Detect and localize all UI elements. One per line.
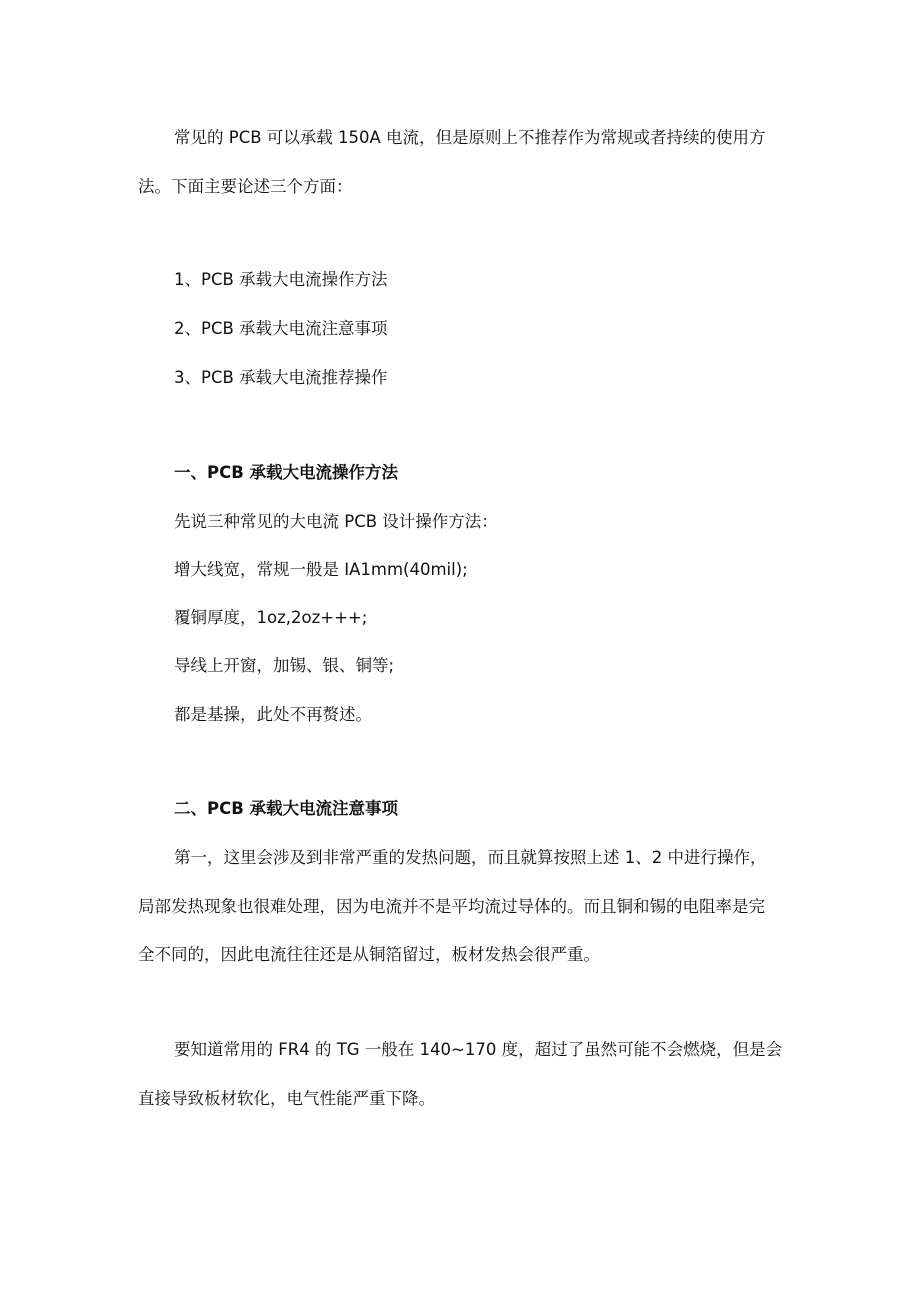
intro-line-1: 常见的 PCB 可以承载 150A 电流，但是原则上不推荐作为常规或者持续的使用方 — [174, 128, 766, 147]
section-1-line-1: 先说三种常见的大电流 PCB 设计操作方法： — [174, 512, 498, 531]
toc-item-2: 2、PCB 承载大电流注意事项 — [174, 319, 388, 338]
section-2-para-2-line-1: 要知道常用的 FR4 的 TG 一般在 140~170 度，超过了虽然可能不会燃烧，但是会 — [174, 1040, 783, 1059]
toc-item-3: 3、PCB 承载大电流推荐操作 — [174, 368, 388, 387]
section-1-line-5: 都是基操，此处不再赘述。 — [174, 705, 372, 724]
intro-line-2: 法。下面主要论述三个方面： — [138, 177, 353, 196]
section-2-heading: 二、PCB 承载大电流注意事项 — [174, 799, 399, 818]
section-2-para-1-line-1: 第一，这里会涉及到非常严重的发热问题，而且就算按照上述 1、2 中进行操作， — [174, 848, 767, 867]
section-1-line-3: 覆铜厚度，1oz,2oz+++; — [174, 608, 368, 627]
section-1-line-2: 增大线宽，常规一般是 IA1mm(40mil); — [174, 560, 468, 579]
section-2-para-1-line-2: 局部发热现象也很难处理，因为电流并不是平均流过导体的。而且铜和锡的电阻率是完 — [138, 897, 765, 916]
section-1-line-4: 导线上开窗，加锡、银、铜等; — [174, 656, 395, 675]
section-2-para-2-line-2: 直接导致板材软化，电气性能严重下降。 — [138, 1089, 435, 1108]
section-1-heading: 一、PCB 承载大电流操作方法 — [174, 463, 399, 482]
toc-item-1: 1、PCB 承载大电流操作方法 — [174, 270, 388, 289]
section-2-para-1-line-3: 全不同的，因此电流往往还是从铜箔留过，板材发热会很严重。 — [138, 945, 600, 964]
